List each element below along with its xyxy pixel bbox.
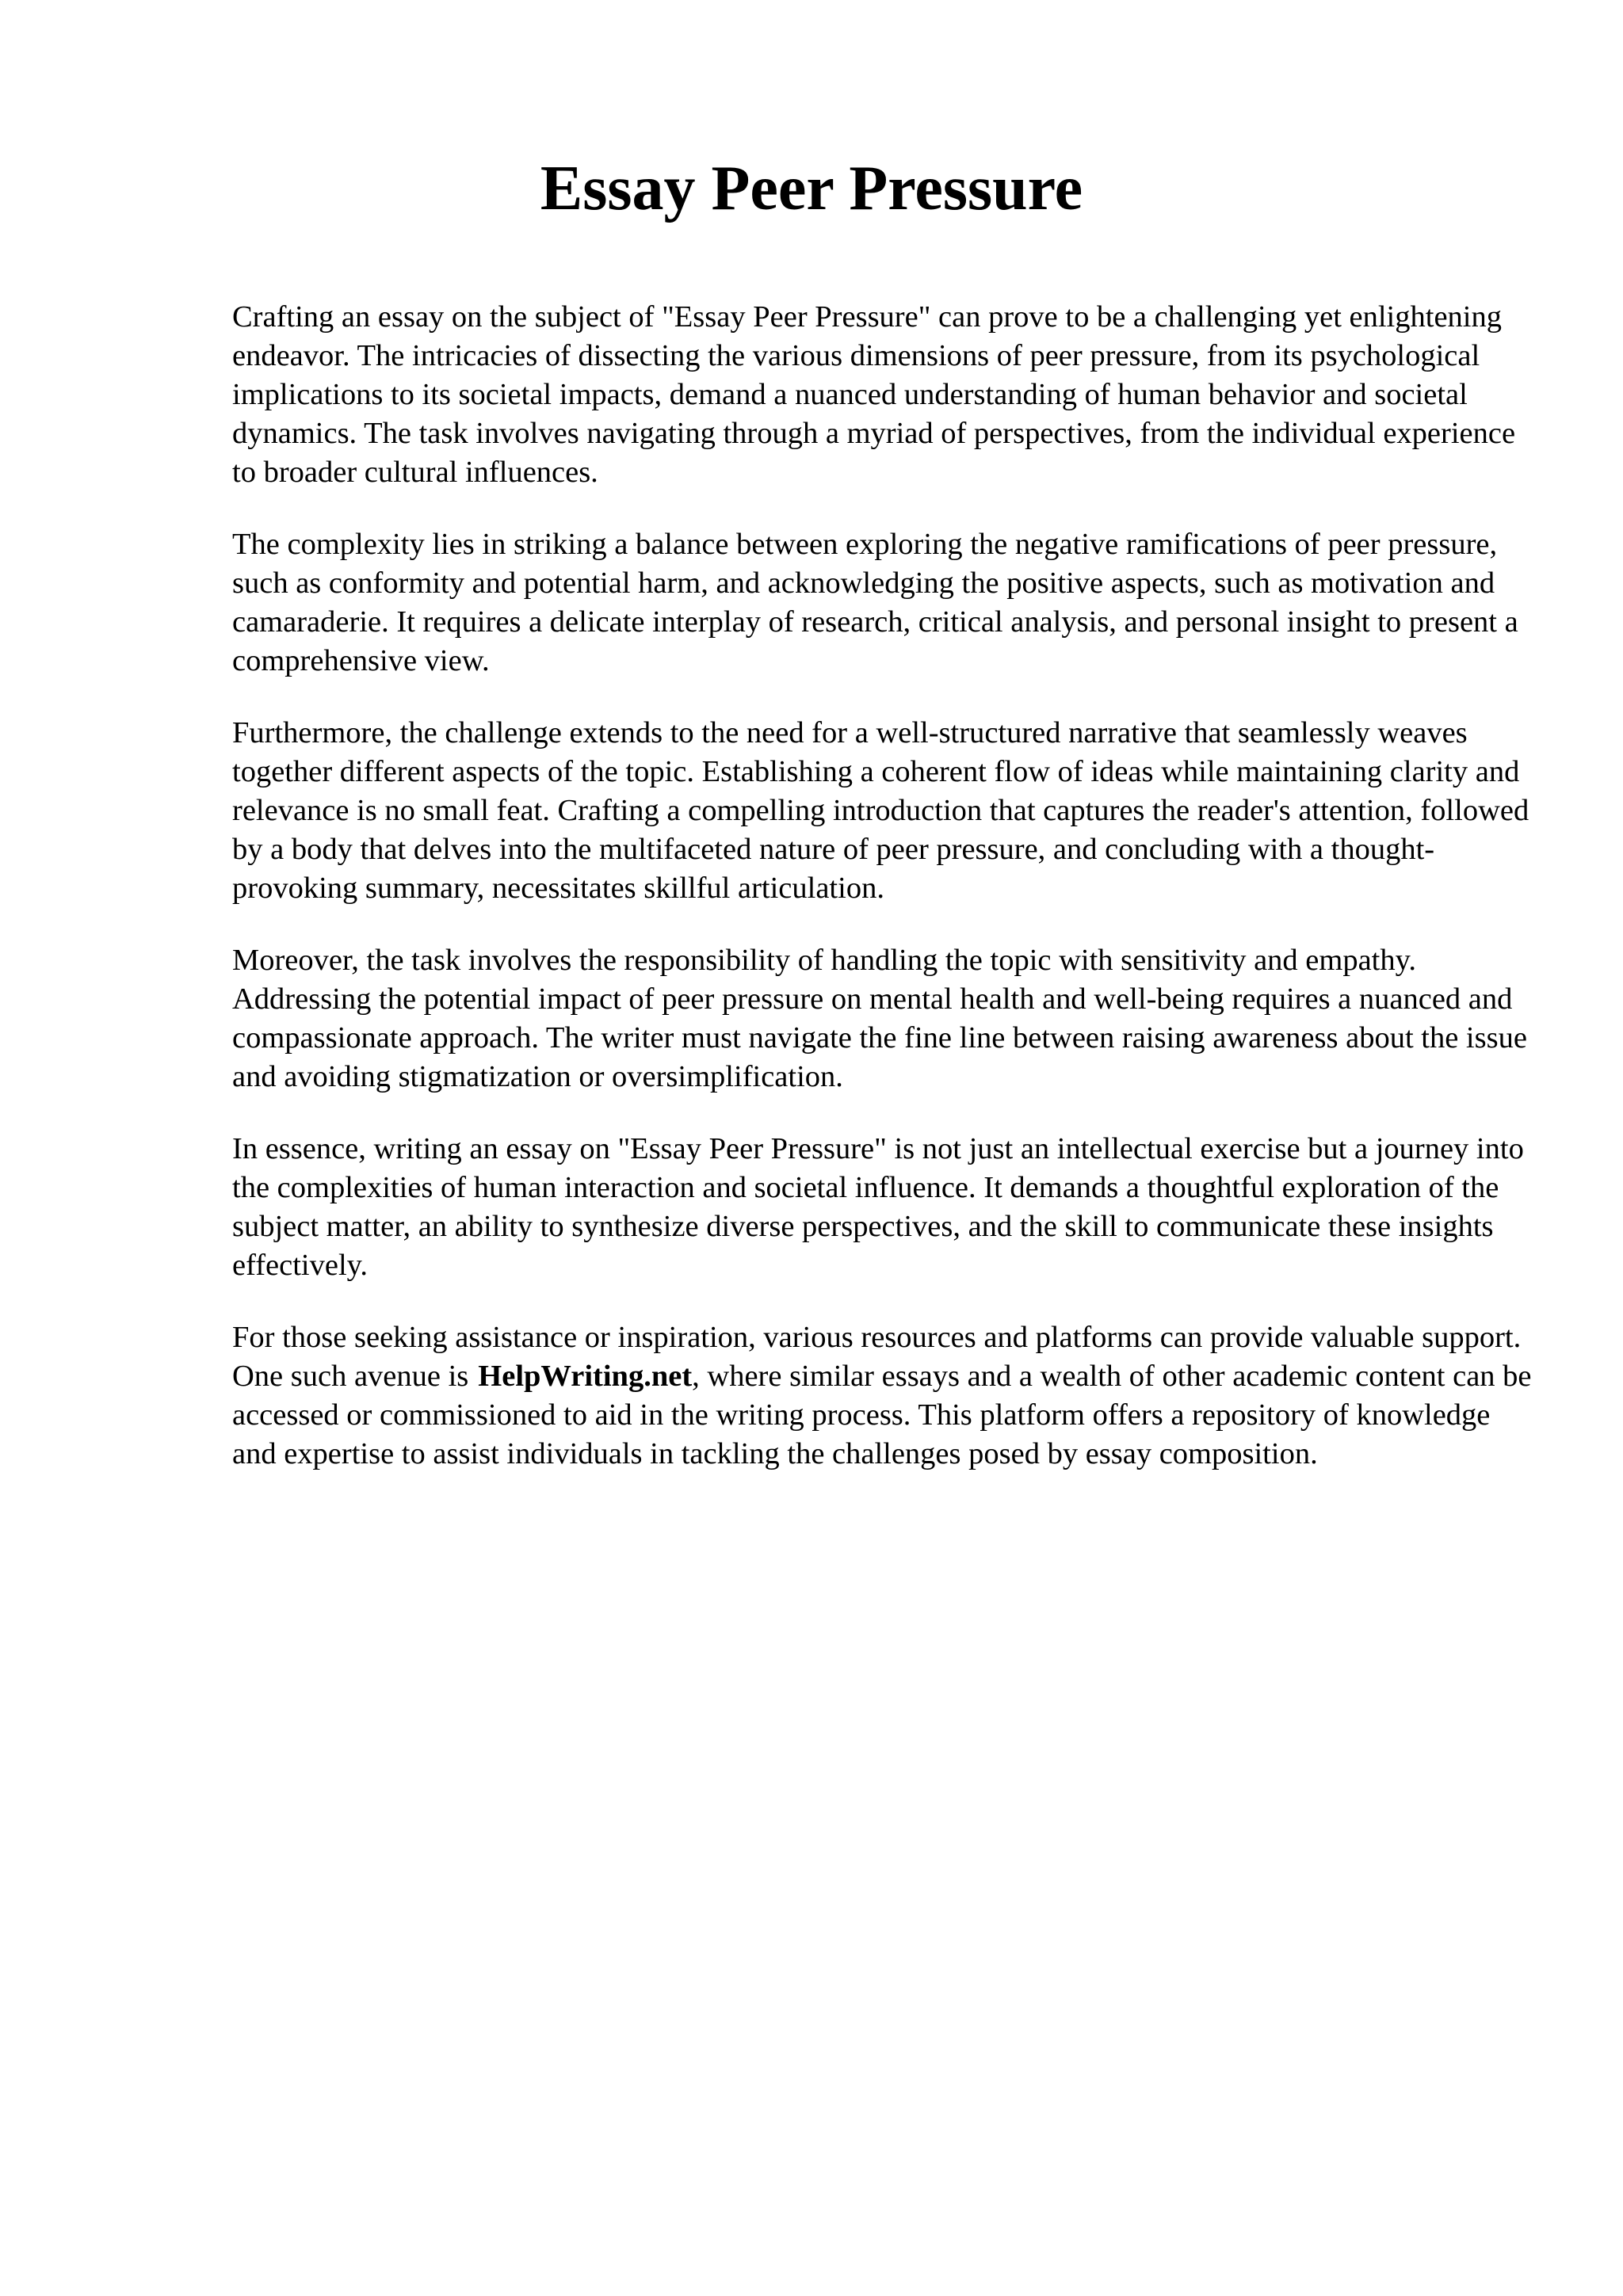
essay-body bbox=[232, 298, 1532, 1507]
helpwriting-link[interactable]: HelpWriting.net bbox=[478, 1360, 693, 1393]
paragraph-5: In essence, writing an essay on "Essay Peer Pressure" is not just an intellectual exercise but a journey into the complexities of human interaction and societal influence. It demands a thoughtful exploration of the subject matter, an ability to synthesize diverse perspectives, and the skill to communicate these insights effectively. bbox=[232, 1132, 1524, 1282]
paragraph-6-rest: , where similar essays and a wealth of other academic content can be accessed or commissioned to aid in the writing process. This platform offers a repository of knowledge and expertise to assist individuals in tackling the challenges posed by essay composition. bbox=[232, 1360, 1532, 1470]
paragraph-1: Crafting an essay on the subject of "Essay Peer Pressure" can prove to be a challenging yet enlightening endeavor. The intricacies of dissecting the various dimensions of peer pressure, from its psychological implications to its societal impacts, demand a nuanced understanding of human behavior and societal dynamics. The task involves navigating through a myriad of perspectives, from the individual experience to broader cultural influences. bbox=[232, 300, 1516, 489]
paragraph-6-intro: For those seeking assistance or inspiration, various resources and platforms can provide valuable support. One such avenue is bbox=[232, 1321, 1522, 1393]
paragraph-2: The complexity lies in striking a balance between exploring the negative ramifications of peer pressure, such as conformity and potential harm, and acknowledging the positive aspects, such as motivation and camaraderie. It requires a delicate interplay of research, critical analysis, and personal insight to present a comprehensive view. bbox=[232, 528, 1518, 677]
paragraph-4: Moreover, the task involves the responsibility of handling the topic with sensitivity and empathy. Addressing the potential impact of peer pressure on mental health and well-being requires a nuanced and compassionate approach. The writer must navigate the fine line between raising awareness about the issue and avoiding stigmatization or oversimplification. bbox=[232, 944, 1527, 1093]
paragraph-3: Furthermore, the challenge extends to the need for a well-structured narrative that seamlessly weaves together different aspects of the topic. Establishing a coherent flow of ideas while maintaining clarity and relevance is no small feat. Crafting a compelling introduction that captures the reader's attention, followed by a body that delves into the multifaceted nature of peer pressure, and concluding with a thought-provoking summary, necessitates skillful articulation. bbox=[232, 716, 1529, 905]
paragraph-6 bbox=[232, 1318, 1532, 1474]
page-title: Essay Peer Pressure bbox=[540, 154, 1083, 223]
